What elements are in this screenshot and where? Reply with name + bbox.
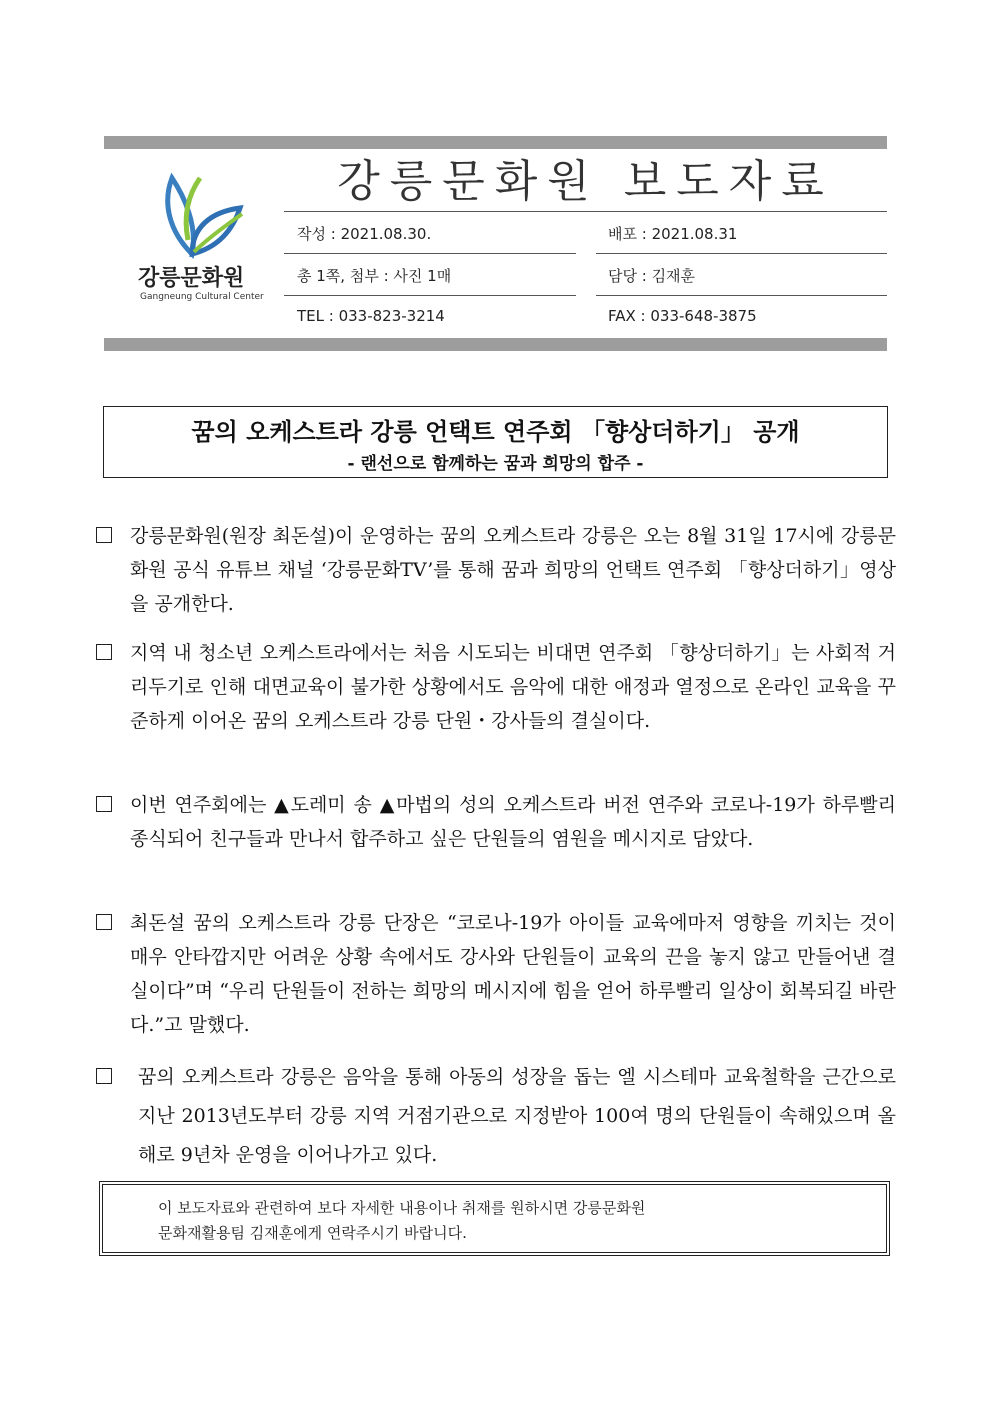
fax: FAX : 033-648-3875: [608, 307, 757, 325]
logo-english-name: Gangneung Cultural Center: [140, 292, 264, 302]
paragraph-text: 꿈의 오케스트라 강릉은 음악을 통해 아동의 성장을 돕는 엘 시스테마 교육철학을 근간으로 지난 2013년도부터 강릉 지역 거점기관으로 지정받아 100여 명의 단원들이 속해있으며 올해로 9년차 운영을 이어나가고 있다.: [138, 1066, 896, 1166]
written-date: 작성 : 2021.08.30.: [297, 225, 432, 243]
checkbox-bullet-icon: [96, 914, 112, 930]
distribution-date: 배포 : 2021.08.31: [608, 225, 738, 243]
paragraph-text: 강릉문화원(원장 최돈설)이 운영하는 꿈의 오케스트라 강릉은 오는 8월 31일 17시에 강릉문화원 공식 유튜브 채널 ‘강릉문화TV’를 통해 꿈과 희망의 언택트 연주회 「향상더하기」영상을 공개한다.: [130, 525, 896, 615]
contact-notice-box: [99, 1181, 890, 1256]
leaf-logo-icon: [158, 170, 248, 260]
paragraph-text: 지역 내 청소년 오케스트라에서는 처음 시도되는 비대면 연주회 「향상더하기」는 사회적 거리두기로 인해 대면교육이 불가한 상황에서도 음악에 대한 애정과 열정으로 온라인 교육을 꾸준하게 이어온 꿈의 오케스트라 강릉 단원・강사들의 결실이다.: [130, 642, 896, 732]
header-rule: [284, 253, 576, 254]
bottom-divider-bar: [104, 338, 887, 351]
paragraph: [96, 519, 896, 621]
logo: [128, 170, 268, 305]
subheadline: - 랜선으로 함께하는 꿈과 희망의 합주 -: [347, 454, 644, 474]
document-title: 강릉문화원 보도자료: [337, 156, 834, 207]
paragraph: [96, 636, 896, 738]
header-rule: [284, 295, 576, 296]
checkbox-bullet-icon: [96, 644, 112, 660]
paragraph-text: 이번 연주회에는 ▲도레미 송 ▲마법의 성의 오케스트라 버전 연주와 코로나-19가 하루빨리 종식되어 친구들과 만나서 합주하고 싶은 단원들의 염원을 메시지로 담았다.: [130, 794, 896, 850]
header-rule: [284, 211, 887, 212]
contact-notice-line: 문화재활용팀 김재훈에게 연락주시기 바랍니다.: [158, 1224, 467, 1242]
header-rule: [596, 253, 887, 254]
checkbox-bullet-icon: [96, 796, 112, 812]
header-rule: [596, 295, 887, 296]
contact-notice-line: 이 보도자료와 관련하여 보다 자세한 내용이나 취재를 원하시면 강릉문화원: [158, 1199, 646, 1217]
contact-notice: [158, 1196, 645, 1246]
page-count: 총 1쪽, 첨부 : 사진 1매: [297, 267, 452, 285]
checkbox-bullet-icon: [96, 1068, 112, 1084]
paragraph-text: 최돈설 꿈의 오케스트라 강릉 단장은 “코로나-19가 아이들 교육에마저 영향을 끼치는 것이 매우 안타깝지만 어려운 상황 속에서도 강사와 단원들이 교육의 끈을 놓지 않고 만들어낸 결실이다”며 “우리 단원들이 전하는 희망의 메시지에 힘을 얻어 하루빨리 일상이 회복되길 바란다.”고 말했다.: [130, 912, 896, 1036]
checkbox-bullet-icon: [96, 527, 112, 543]
paragraph: [96, 906, 896, 1042]
headline-box: [103, 406, 888, 478]
paragraph: [96, 1058, 896, 1175]
headline: 꿈의 오케스트라 강릉 언택트 연주회 「향상더하기」 공개: [191, 418, 800, 446]
paragraph: [96, 788, 896, 856]
logo-name: 강릉문화원: [138, 266, 245, 291]
telephone: TEL : 033-823-3214: [297, 307, 445, 325]
contact-person: 담당 : 김재훈: [608, 267, 696, 285]
